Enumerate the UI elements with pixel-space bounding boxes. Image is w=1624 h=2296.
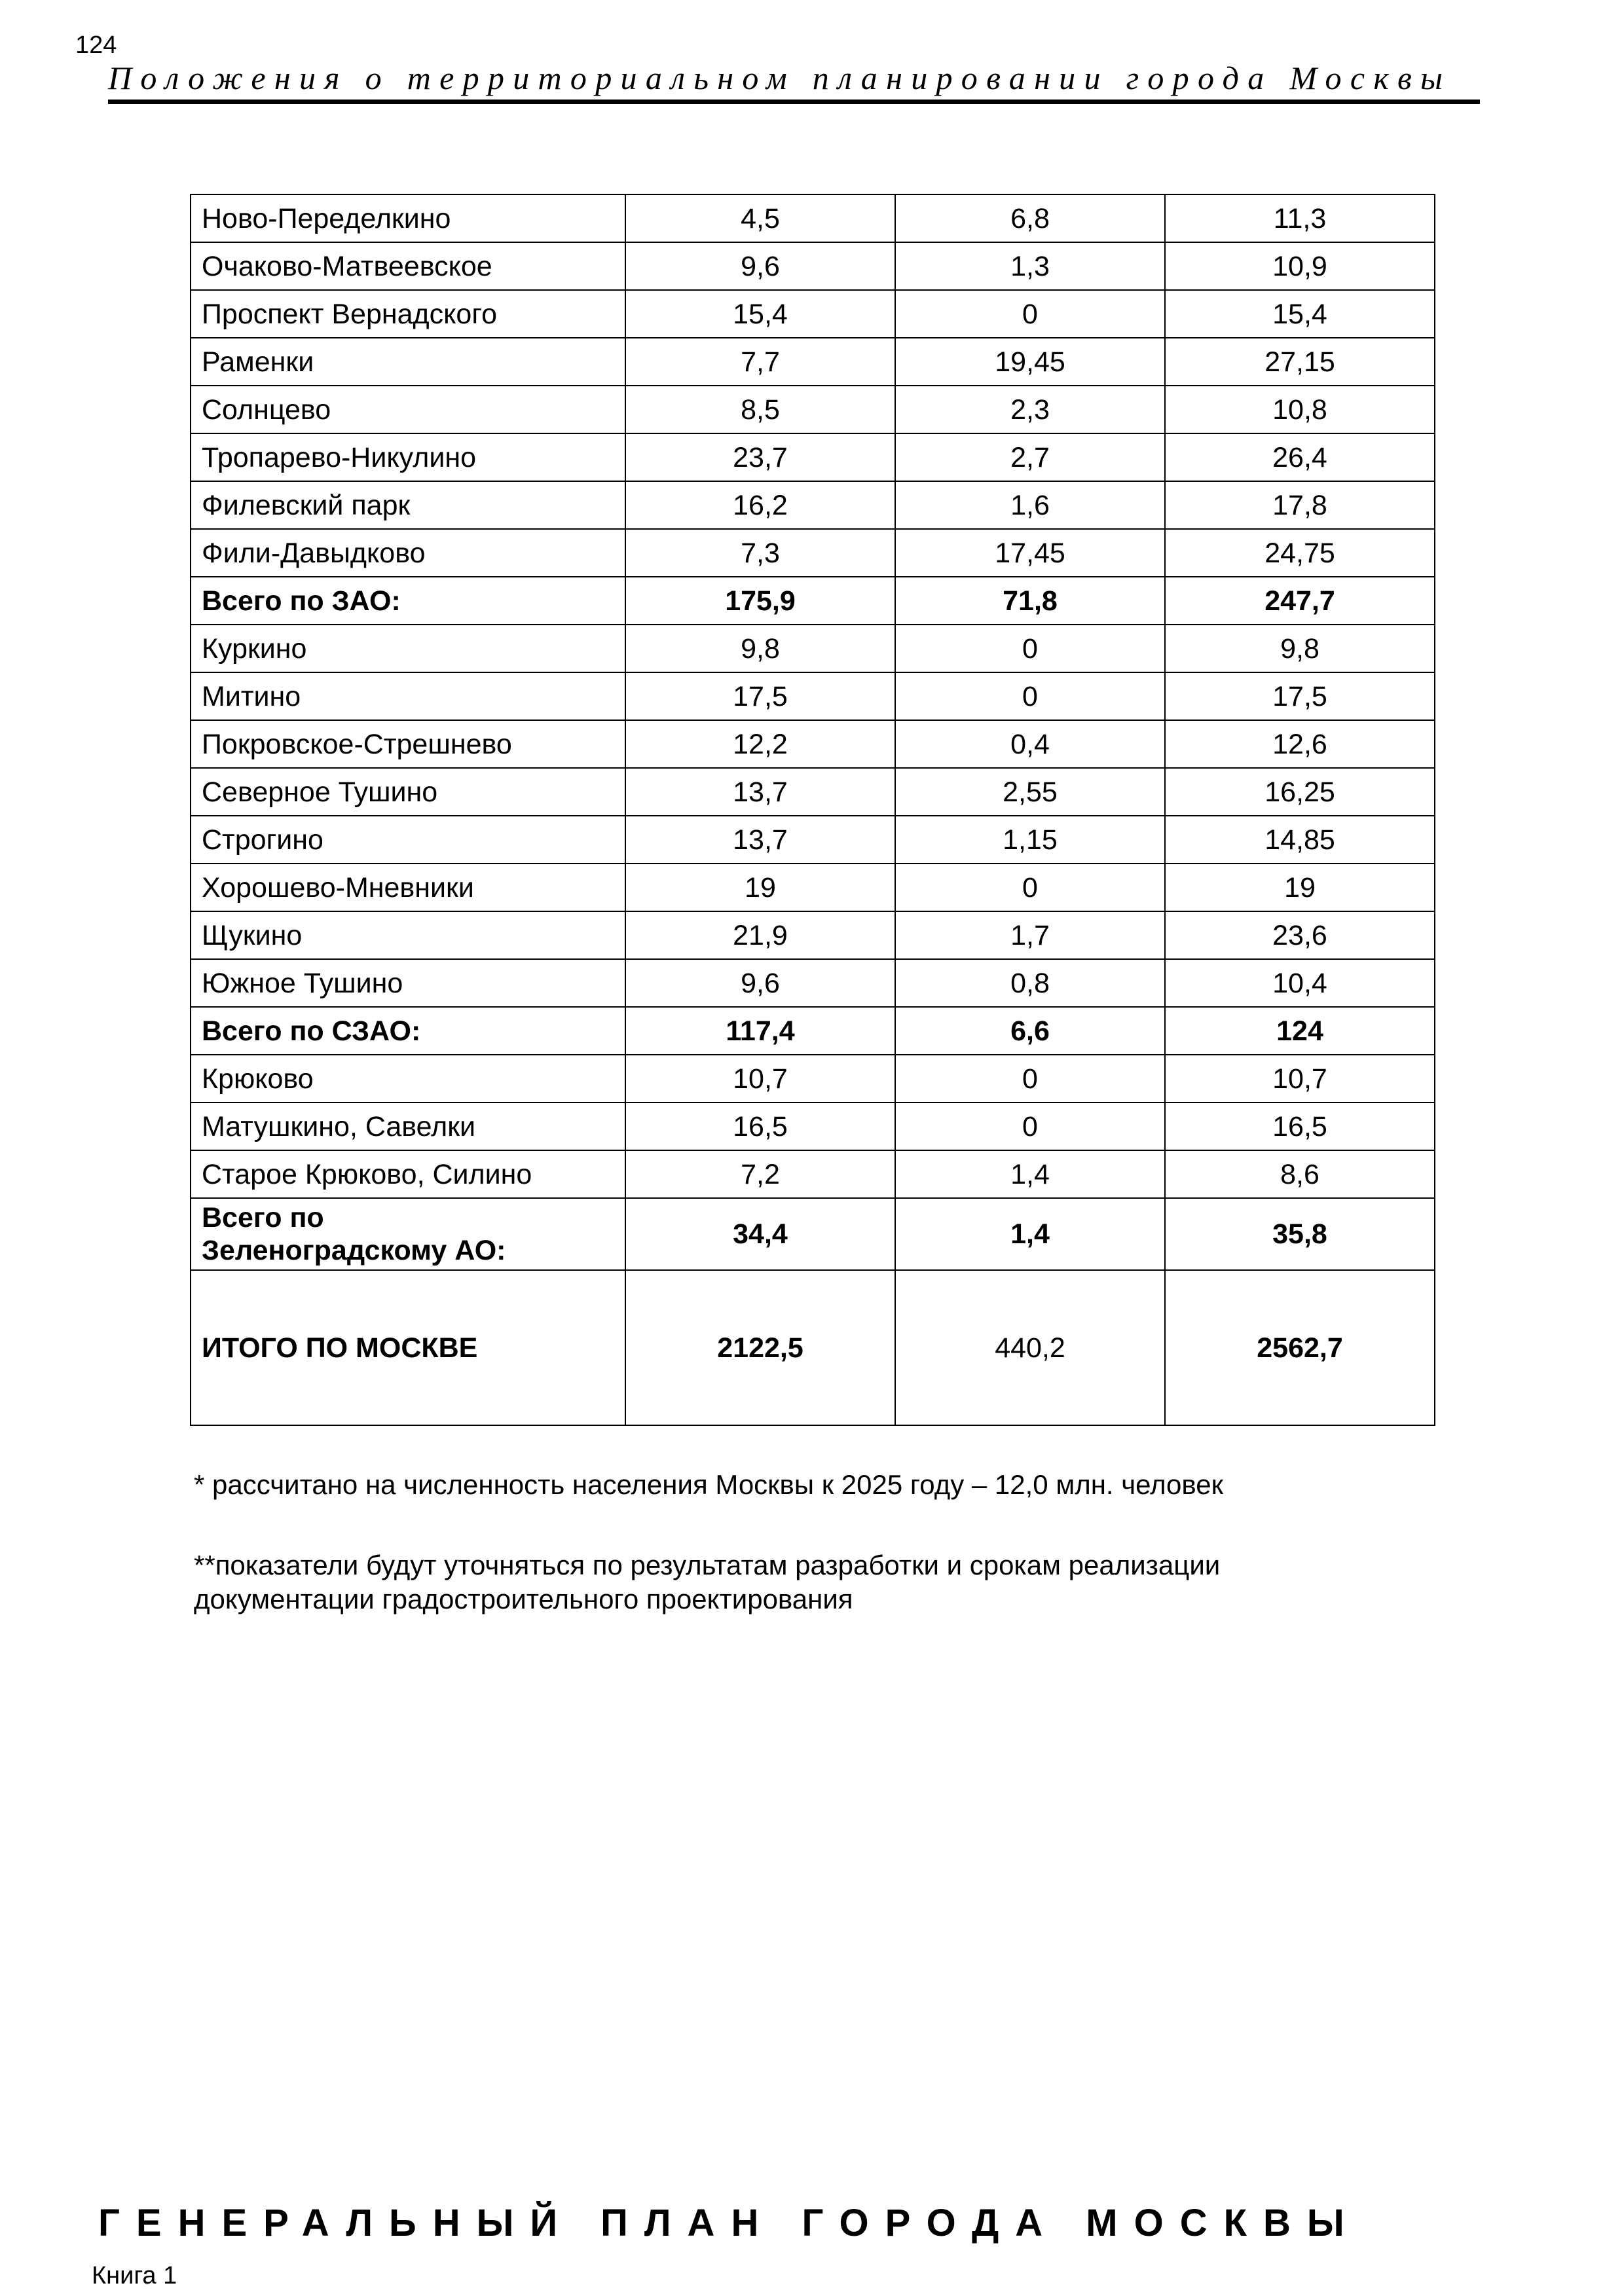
value-cell-2: 6,8 xyxy=(895,194,1165,242)
district-name: Матушкино, Савелки xyxy=(191,1102,625,1150)
book-label: Книга 1 xyxy=(92,2262,177,2289)
value-cell-2: 0 xyxy=(895,864,1165,911)
table-row xyxy=(191,1150,1435,1198)
table-row xyxy=(191,242,1435,290)
value-cell-2: 0,8 xyxy=(895,959,1165,1007)
value-cell-3: 10,8 xyxy=(1165,386,1435,433)
value-cell-3: 19 xyxy=(1165,864,1435,911)
value-cell-2: 0,4 xyxy=(895,720,1165,768)
table-row xyxy=(191,481,1435,529)
value-cell-2: 1,4 xyxy=(895,1150,1165,1198)
table-row xyxy=(191,290,1435,338)
value-cell-2: 1,7 xyxy=(895,911,1165,959)
value-cell-3: 17,8 xyxy=(1165,481,1435,529)
value-cell-2: 17,45 xyxy=(895,529,1165,577)
value-cell-1: 15,4 xyxy=(625,290,895,338)
subtotal-row-szao xyxy=(191,1007,1435,1055)
table-row xyxy=(191,194,1435,242)
value-cell-1: 19 xyxy=(625,864,895,911)
district-name: Крюково xyxy=(191,1055,625,1102)
table-row xyxy=(191,816,1435,864)
value-cell-3: 26,4 xyxy=(1165,433,1435,481)
value-cell-1: 9,6 xyxy=(625,959,895,1007)
value-cell-2: 2,55 xyxy=(895,768,1165,816)
value-cell-3: 10,9 xyxy=(1165,242,1435,290)
header-rule xyxy=(108,100,1480,104)
value-cell-1: 2122,5 xyxy=(625,1270,895,1425)
subtotal-label-line-1: Всего по xyxy=(202,1202,324,1233)
value-cell-1: 10,7 xyxy=(625,1055,895,1102)
value-cell-3: 16,25 xyxy=(1165,768,1435,816)
value-cell-3: 124 xyxy=(1165,1007,1435,1055)
subtotal-row-zao xyxy=(191,577,1435,625)
district-name: Щукино xyxy=(191,911,625,959)
district-name: Очаково-Матвеевское xyxy=(191,242,625,290)
subtotal-row-zelao xyxy=(191,1198,1435,1270)
table-row xyxy=(191,1102,1435,1150)
district-name: Строгино xyxy=(191,816,625,864)
value-cell-3: 8,6 xyxy=(1165,1150,1435,1198)
value-cell-2: 2,3 xyxy=(895,386,1165,433)
district-name: Куркино xyxy=(191,625,625,672)
table-row xyxy=(191,386,1435,433)
value-cell-1: 23,7 xyxy=(625,433,895,481)
table-row xyxy=(191,720,1435,768)
value-cell-2: 0 xyxy=(895,672,1165,720)
value-cell-1: 175,9 xyxy=(625,577,895,625)
value-cell-1: 7,7 xyxy=(625,338,895,386)
value-cell-3: 17,5 xyxy=(1165,672,1435,720)
value-cell-1: 13,7 xyxy=(625,816,895,864)
grand-total-row xyxy=(191,1270,1435,1425)
value-cell-2: 1,4 xyxy=(895,1198,1165,1270)
district-name: Филевский парк xyxy=(191,481,625,529)
value-cell-1: 9,6 xyxy=(625,242,895,290)
value-cell-1: 21,9 xyxy=(625,911,895,959)
district-name: Ново-Переделкино xyxy=(191,194,625,242)
district-name: Раменки xyxy=(191,338,625,386)
value-cell-3: 10,4 xyxy=(1165,959,1435,1007)
value-cell-1: 117,4 xyxy=(625,1007,895,1055)
subtotal-label: Всего по ЗАО: xyxy=(191,577,625,625)
table-row xyxy=(191,672,1435,720)
value-cell-2: 2,7 xyxy=(895,433,1165,481)
value-cell-3: 15,4 xyxy=(1165,290,1435,338)
district-name: Хорошево-Мневники xyxy=(191,864,625,911)
value-cell-3: 27,15 xyxy=(1165,338,1435,386)
value-cell-1: 16,5 xyxy=(625,1102,895,1150)
value-cell-3: 16,5 xyxy=(1165,1102,1435,1150)
value-cell-3: 24,75 xyxy=(1165,529,1435,577)
value-cell-2: 0 xyxy=(895,1055,1165,1102)
district-name: Фили-Давыдково xyxy=(191,529,625,577)
value-cell-1: 8,5 xyxy=(625,386,895,433)
value-cell-3: 247,7 xyxy=(1165,577,1435,625)
district-name: Солнцево xyxy=(191,386,625,433)
footnote-population: * рассчитано на численность населения Москвы к 2025 году – 12,0 млн. человек xyxy=(194,1469,1223,1500)
value-cell-3: 12,6 xyxy=(1165,720,1435,768)
table-row xyxy=(191,1055,1435,1102)
value-cell-2: 19,45 xyxy=(895,338,1165,386)
table-row xyxy=(191,768,1435,816)
value-cell-2: 440,2 xyxy=(895,1270,1165,1425)
table-row xyxy=(191,959,1435,1007)
grand-total-label: ИТОГО ПО МОСКВЕ xyxy=(191,1270,625,1425)
value-cell-2: 1,3 xyxy=(895,242,1165,290)
value-cell-1: 9,8 xyxy=(625,625,895,672)
value-cell-1: 7,3 xyxy=(625,529,895,577)
value-cell-2: 1,6 xyxy=(895,481,1165,529)
value-cell-3: 2562,7 xyxy=(1165,1270,1435,1425)
subtotal-label-line-2: Зеленоградскому АО: xyxy=(202,1235,506,1266)
value-cell-1: 4,5 xyxy=(625,194,895,242)
value-cell-2: 0 xyxy=(895,1102,1165,1150)
value-cell-2: 0 xyxy=(895,625,1165,672)
table-row xyxy=(191,625,1435,672)
footnote-indicators-line-2: документации градостроительного проектирования xyxy=(194,1584,853,1614)
running-header: Положения о территориальном планировании города Москвы xyxy=(108,60,1452,96)
district-name: Митино xyxy=(191,672,625,720)
value-cell-3: 14,85 xyxy=(1165,816,1435,864)
district-name: Покровское-Стрешнево xyxy=(191,720,625,768)
data-table xyxy=(190,194,1435,1426)
value-cell-3: 10,7 xyxy=(1165,1055,1435,1102)
table-row xyxy=(191,529,1435,577)
value-cell-2: 6,6 xyxy=(895,1007,1165,1055)
table-row xyxy=(191,433,1435,481)
value-cell-1: 7,2 xyxy=(625,1150,895,1198)
value-cell-3: 23,6 xyxy=(1165,911,1435,959)
district-name: Старое Крюково, Силино xyxy=(191,1150,625,1198)
district-name: Тропарево-Никулино xyxy=(191,433,625,481)
footnote-indicators-line-1: **показатели будут уточняться по результатам разработки и срокам реализации xyxy=(194,1550,1221,1580)
table-row xyxy=(191,911,1435,959)
subtotal-label: Всего по СЗАО: xyxy=(191,1007,625,1055)
value-cell-1: 13,7 xyxy=(625,768,895,816)
value-cell-1: 34,4 xyxy=(625,1198,895,1270)
value-cell-2: 0 xyxy=(895,290,1165,338)
footnote-indicators xyxy=(194,1548,1220,1616)
value-cell-1: 16,2 xyxy=(625,481,895,529)
district-name: Южное Тушино xyxy=(191,959,625,1007)
value-cell-3: 9,8 xyxy=(1165,625,1435,672)
value-cell-3: 35,8 xyxy=(1165,1198,1435,1270)
footer-title: ГЕНЕРАЛЬНЫЙ ПЛАН ГОРОДА МОСКВЫ xyxy=(98,2202,1361,2244)
value-cell-1: 12,2 xyxy=(625,720,895,768)
table-row xyxy=(191,338,1435,386)
value-cell-1: 17,5 xyxy=(625,672,895,720)
value-cell-2: 1,15 xyxy=(895,816,1165,864)
value-cell-2: 71,8 xyxy=(895,577,1165,625)
value-cell-3: 11,3 xyxy=(1165,194,1435,242)
page-number: 124 xyxy=(75,31,117,59)
subtotal-label xyxy=(191,1198,625,1270)
district-name: Проспект Вернадского xyxy=(191,290,625,338)
table-row xyxy=(191,864,1435,911)
district-name: Северное Тушино xyxy=(191,768,625,816)
